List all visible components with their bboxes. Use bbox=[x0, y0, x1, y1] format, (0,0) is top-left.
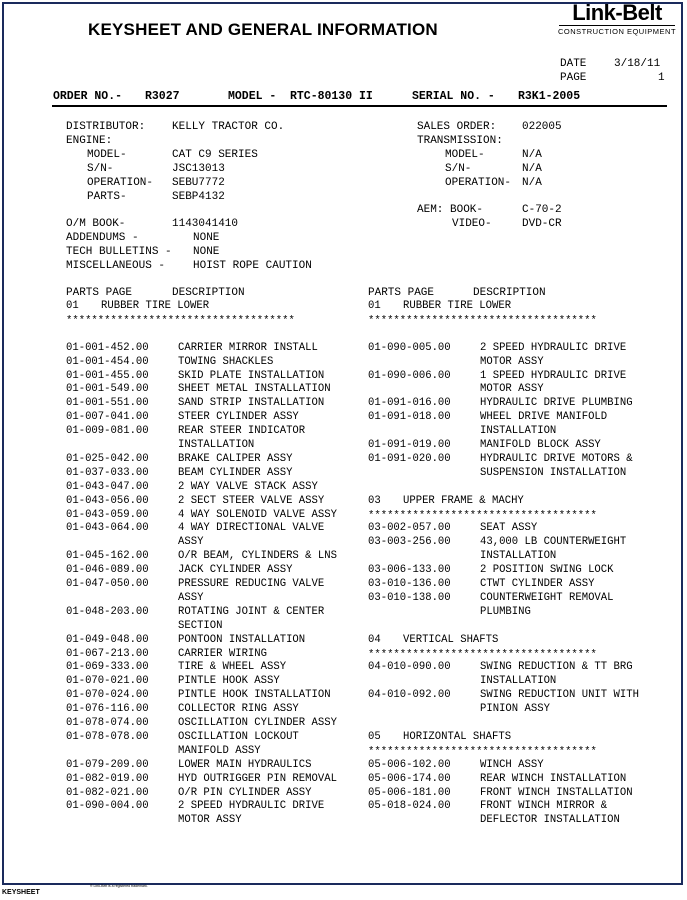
left-list-part-description: CARRIER MIRROR INSTALL bbox=[178, 341, 318, 354]
left-list-part-description: SKID PLATE INSTALLATION bbox=[178, 369, 325, 382]
right-list-part-number: 03-010-138.00 bbox=[368, 591, 451, 604]
left-list-part-description: SHEET METAL INSTALLATION bbox=[178, 383, 331, 396]
left-list-part-number: 01-067-213.00 bbox=[66, 647, 149, 660]
right-list-part-description: 1 SPEED HYDRAULIC DRIVE bbox=[480, 369, 627, 382]
left-list-part-number: 01-025-042.00 bbox=[66, 452, 149, 465]
right-list-part-description: SUSPENSION INSTALLATION bbox=[480, 466, 627, 479]
left-list-part-description: 2 WAY VALVE STACK ASSY bbox=[178, 480, 318, 493]
left-list-part-number: 01-001-551.00 bbox=[66, 397, 149, 410]
engine-operation-value: SEBU7772 bbox=[172, 177, 225, 189]
left-list-part-description: PINTLE HOOK INSTALLATION bbox=[178, 689, 331, 702]
left-list-part-description: ASSY bbox=[178, 536, 204, 549]
right-list-part-description: HYDRAULIC DRIVE MOTORS & bbox=[480, 452, 633, 465]
right-list-section-number: 01 bbox=[368, 300, 381, 312]
left-list-part-description: PINTLE HOOK ASSY bbox=[178, 675, 280, 688]
distributor-value: KELLY TRACTOR CO. bbox=[172, 121, 285, 133]
left-list-part-number: 01-082-021.00 bbox=[66, 786, 149, 799]
left-list-part-number: 01-078-078.00 bbox=[66, 730, 149, 743]
left-list-part-number: 01-043-064.00 bbox=[66, 522, 149, 535]
left-list-part-description: 2 SECT STEER VALVE ASSY bbox=[178, 494, 325, 507]
right-list-part-number: 05-006-174.00 bbox=[368, 772, 451, 785]
asterisk-separator: ************************************ bbox=[368, 509, 597, 522]
left-list-part-number: 01-069-333.00 bbox=[66, 661, 149, 674]
engine-model-value: CAT C9 SERIES bbox=[172, 149, 258, 161]
header-rule bbox=[52, 105, 667, 107]
right-list-part-description: PLUMBING bbox=[480, 605, 531, 618]
left-list-part-number: 01-049-048.00 bbox=[66, 633, 149, 646]
right-list-part-number: 03-003-256.00 bbox=[368, 536, 451, 549]
right-list-part-number: 03-002-057.00 bbox=[368, 522, 451, 535]
logo-subtitle: CONSTRUCTION EQUIPMENT bbox=[557, 27, 677, 36]
right-parts-page-header: PARTS PAGE bbox=[368, 287, 435, 299]
trans-sn-value: N/A bbox=[522, 163, 542, 175]
left-list-part-description: OSCILLATION LOCKOUT bbox=[178, 730, 299, 743]
right-list-part-number: 04-010-092.00 bbox=[368, 689, 451, 702]
date-value: 3/18/11 bbox=[614, 58, 661, 70]
left-list-part-description: TIRE & WHEEL ASSY bbox=[178, 661, 287, 674]
right-list-part-description: 2 SPEED HYDRAULIC DRIVE bbox=[480, 341, 627, 354]
left-list-part-description: LOWER MAIN HYDRAULICS bbox=[178, 758, 312, 771]
left-list-part-description: PONTOON INSTALLATION bbox=[178, 633, 306, 646]
left-list-part-description: STEER CYLINDER ASSY bbox=[178, 411, 299, 424]
trans-model-label: MODEL- bbox=[445, 149, 485, 161]
right-list-part-number: 03-006-133.00 bbox=[368, 564, 451, 577]
trans-sn-label: S/N- bbox=[445, 163, 472, 175]
model-label: MODEL - bbox=[228, 90, 277, 103]
logo-name: Link-Belt bbox=[572, 0, 662, 25]
left-list-part-number: 01-009-081.00 bbox=[66, 425, 149, 438]
left-list-part-description: O/R BEAM, CYLINDERS & LNS bbox=[178, 550, 337, 563]
asterisk-separator: ************************************ bbox=[368, 314, 597, 327]
right-list-section-number: 04 bbox=[368, 633, 381, 646]
page-number: 1 bbox=[658, 72, 665, 84]
right-list-section-number: 03 bbox=[368, 494, 381, 507]
serial-label: SERIAL NO. - bbox=[412, 90, 495, 103]
model-value: RTC-80130 II bbox=[290, 90, 373, 103]
left-list-part-number: 01-043-056.00 bbox=[66, 494, 149, 507]
serial-value: R3K1-2005 bbox=[518, 90, 581, 103]
left-list-part-description: MANIFOLD ASSY bbox=[178, 744, 261, 757]
right-list-section-title: VERTICAL SHAFTS bbox=[403, 633, 499, 646]
left-list-part-number: 01-048-203.00 bbox=[66, 605, 149, 618]
left-list-part-number: 01-001-549.00 bbox=[66, 383, 149, 396]
right-list-part-description: 43,000 LB COUNTERWEIGHT bbox=[480, 536, 627, 549]
right-list-part-description: DEFLECTOR INSTALLATION bbox=[480, 814, 620, 827]
left-list-part-number: 01-007-041.00 bbox=[66, 411, 149, 424]
left-parts-page-header: PARTS PAGE bbox=[66, 287, 133, 299]
aem-book-value: C-70-2 bbox=[522, 204, 562, 216]
left-list-part-description: O/R PIN CYLINDER ASSY bbox=[178, 786, 312, 799]
misc-value: HOIST ROPE CAUTION bbox=[193, 260, 312, 272]
left-list-part-number: 01-001-452.00 bbox=[66, 341, 149, 354]
addendums-label: ADDENDUMS - bbox=[66, 232, 139, 244]
left-list-part-description: SECTION bbox=[178, 619, 223, 632]
right-list-part-number: 04-010-090.00 bbox=[368, 661, 451, 674]
right-list-part-description: FRONT WINCH INSTALLATION bbox=[480, 786, 633, 799]
aem-book-label: AEM: BOOK- bbox=[417, 204, 484, 216]
right-list-section-title: RUBBER TIRE LOWER bbox=[403, 300, 512, 312]
left-list-part-description: SAND STRIP INSTALLATION bbox=[178, 397, 325, 410]
left-list-part-number: 01-070-024.00 bbox=[66, 689, 149, 702]
left-list-part-description: HYD OUTRIGGER PIN REMOVAL bbox=[178, 772, 337, 785]
right-description-header: DESCRIPTION bbox=[473, 287, 546, 299]
trans-operation-value: N/A bbox=[522, 177, 542, 189]
left-list-part-number: 01-076-116.00 bbox=[66, 703, 149, 716]
right-list-part-description: SEAT ASSY bbox=[480, 522, 538, 535]
right-list-part-number: 01-091-016.00 bbox=[368, 397, 451, 410]
left-list-part-description: ASSY bbox=[178, 591, 204, 604]
right-list-part-description: INSTALLATION bbox=[480, 675, 557, 688]
right-list-part-description: COUNTERWEIGHT REMOVAL bbox=[480, 591, 614, 604]
video-label: VIDEO- bbox=[452, 218, 492, 230]
right-list-part-description: INSTALLATION bbox=[480, 550, 557, 563]
left-description-header: DESCRIPTION bbox=[172, 287, 245, 299]
asterisk-separator: ************************************ bbox=[66, 314, 295, 327]
right-list-part-description: SWING REDUCTION UNIT WITH bbox=[480, 689, 639, 702]
trans-operation-label: OPERATION- bbox=[445, 177, 512, 189]
left-list-part-number: 01-079-209.00 bbox=[66, 758, 149, 771]
right-list-part-number: 01-091-020.00 bbox=[368, 452, 451, 465]
misc-label: MISCELLANEOUS - bbox=[66, 260, 166, 272]
left-list-part-description: BEAM CYLINDER ASSY bbox=[178, 466, 293, 479]
right-list-part-description: FRONT WINCH MIRROR & bbox=[480, 800, 608, 813]
tech-bulletins-value: NONE bbox=[193, 246, 220, 258]
left-list-part-number: 01-043-059.00 bbox=[66, 508, 149, 521]
left-list-part-number: 01-037-033.00 bbox=[66, 466, 149, 479]
date-label: DATE bbox=[560, 58, 587, 70]
right-list-part-description: SWING REDUCTION & TT BRG bbox=[480, 661, 633, 674]
left-list-part-description: 2 SPEED HYDRAULIC DRIVE bbox=[178, 800, 325, 813]
right-list-part-description: MOTOR ASSY bbox=[480, 383, 544, 396]
right-list-part-description: REAR WINCH INSTALLATION bbox=[480, 772, 627, 785]
left-list-part-description: CARRIER WIRING bbox=[178, 647, 268, 660]
link-belt-logo bbox=[553, 2, 681, 36]
left-list-section-title: RUBBER TIRE LOWER bbox=[101, 300, 210, 312]
left-list-part-number: 01-082-019.00 bbox=[66, 772, 149, 785]
video-value: DVD-CR bbox=[522, 218, 562, 230]
trademark-note: ® Link-Belt is a registered trademark. bbox=[90, 884, 148, 888]
right-list-part-description: WHEEL DRIVE MANIFOLD bbox=[480, 411, 608, 424]
right-list-part-number: 05-018-024.00 bbox=[368, 800, 451, 813]
left-list-part-description: REAR STEER INDICATOR bbox=[178, 425, 306, 438]
right-list-part-number: 01-091-018.00 bbox=[368, 411, 451, 424]
left-list-part-number: 01-090-004.00 bbox=[66, 800, 149, 813]
right-list-part-number: 05-006-181.00 bbox=[368, 786, 451, 799]
right-list-part-number: 01-090-005.00 bbox=[368, 341, 451, 354]
left-list-part-number: 01-046-089.00 bbox=[66, 564, 149, 577]
order-label: ORDER NO.- bbox=[53, 90, 123, 103]
distributor-label: DISTRIBUTOR: bbox=[66, 121, 146, 133]
page-title: KEYSHEET AND GENERAL INFORMATION bbox=[88, 20, 438, 39]
right-list-part-description: HYDRAULIC DRIVE PLUMBING bbox=[480, 397, 633, 410]
right-list-part-description: INSTALLATION bbox=[480, 425, 557, 438]
left-list-part-number: 01-078-074.00 bbox=[66, 717, 149, 729]
order-number: R3027 bbox=[145, 90, 180, 103]
left-list-part-description: JACK CYLINDER ASSY bbox=[178, 564, 293, 577]
engine-parts-label: PARTS- bbox=[87, 191, 127, 203]
right-list-part-description: WINCH ASSY bbox=[480, 758, 544, 771]
right-list-part-description: CTWT CYLINDER ASSY bbox=[480, 578, 595, 590]
engine-sn-label: S/N- bbox=[87, 163, 114, 175]
left-list-part-description: 4 WAY SOLENOID VALVE ASSY bbox=[178, 508, 337, 521]
right-list-part-description: MANIFOLD BLOCK ASSY bbox=[480, 439, 601, 451]
sales-order-label: SALES ORDER: bbox=[417, 121, 497, 133]
om-book-value: 1143041410 bbox=[172, 218, 239, 230]
logo-divider bbox=[559, 25, 675, 26]
engine-model-label: MODEL- bbox=[87, 149, 127, 161]
engine-label: ENGINE: bbox=[66, 135, 113, 147]
engine-parts-value: SEBP4132 bbox=[172, 191, 225, 203]
asterisk-separator: ************************************ bbox=[368, 648, 597, 661]
left-list-part-number: 01-001-454.00 bbox=[66, 355, 149, 368]
footer-keysheet-label: KEYSHEET bbox=[2, 889, 40, 896]
transmission-label: TRANSMISSION: bbox=[417, 135, 503, 147]
engine-sn-value: JSC13013 bbox=[172, 163, 225, 175]
right-list-part-description: PINION ASSY bbox=[480, 703, 550, 716]
left-list-part-description: OSCILLATION CYLINDER ASSY bbox=[178, 717, 337, 729]
right-list-part-number: 01-091-019.00 bbox=[368, 439, 451, 451]
left-list-part-number: 01-070-021.00 bbox=[66, 675, 149, 688]
left-list-part-number: 01-045-162.00 bbox=[66, 550, 149, 563]
right-list-part-description: 2 POSITION SWING LOCK bbox=[480, 564, 614, 577]
left-list-part-number: 01-001-455.00 bbox=[66, 369, 149, 382]
right-list-section-title: HORIZONTAL SHAFTS bbox=[403, 730, 512, 743]
left-list-part-description: COLLECTOR RING ASSY bbox=[178, 703, 299, 716]
left-list-part-number: 01-043-047.00 bbox=[66, 480, 149, 493]
right-list-section-number: 05 bbox=[368, 730, 381, 743]
right-list-part-number: 05-006-102.00 bbox=[368, 758, 451, 771]
left-list-part-number: 01-047-050.00 bbox=[66, 578, 149, 590]
left-list-part-description: BRAKE CALIPER ASSY bbox=[178, 452, 293, 465]
left-list-part-description: TOWING SHACKLES bbox=[178, 355, 274, 368]
tech-bulletins-label: TECH BULLETINS - bbox=[66, 246, 172, 258]
page-label: PAGE bbox=[560, 72, 587, 84]
right-list-part-description: MOTOR ASSY bbox=[480, 355, 544, 368]
engine-operation-label: OPERATION- bbox=[87, 177, 154, 189]
left-list-part-description: INSTALLATION bbox=[178, 439, 255, 451]
right-list-part-number: 01-090-006.00 bbox=[368, 369, 451, 382]
om-book-label: O/M BOOK- bbox=[66, 218, 126, 230]
right-list-section-title: UPPER FRAME & MACHY bbox=[403, 494, 524, 507]
left-list-part-description: PRESSURE REDUCING VALVE bbox=[178, 578, 325, 590]
asterisk-separator: ************************************ bbox=[368, 745, 597, 758]
left-list-part-description: ROTATING JOINT & CENTER bbox=[178, 605, 325, 618]
addendums-value: NONE bbox=[193, 232, 220, 244]
left-list-section-number: 01 bbox=[66, 300, 79, 312]
left-list-part-description: 4 WAY DIRECTIONAL VALVE bbox=[178, 522, 325, 535]
right-list-part-number: 03-010-136.00 bbox=[368, 578, 451, 590]
sales-order-value: 022005 bbox=[522, 121, 562, 133]
left-list-part-description: MOTOR ASSY bbox=[178, 814, 242, 827]
trans-model-value: N/A bbox=[522, 149, 542, 161]
